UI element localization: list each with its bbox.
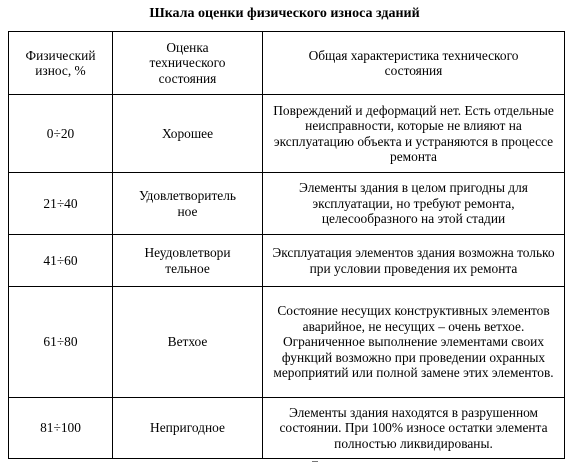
table-row xyxy=(9,95,565,173)
condition-cell: Непригодное xyxy=(113,398,263,459)
description-cell: Состояние несущих конструктивных элементов аварийное, не несущих – очень ветхое. Ограниченное выполнение элементами своих функций возможно при проведении охранных мероприятий или полной замене этих элементов. xyxy=(263,287,565,398)
page-edge-mark xyxy=(312,461,318,462)
condition-cell: Ветхое xyxy=(113,287,263,398)
page-cutoff xyxy=(0,460,569,465)
table-header-row xyxy=(9,32,565,95)
wear-cell: 21÷40 xyxy=(9,173,113,235)
document-title: Шкала оценки физического износа зданий xyxy=(149,6,420,21)
table-row xyxy=(9,287,565,398)
description-cell: Повреждений и деформаций нет. Есть отдельные неисправности, которые не влияют на эксплуатацию объекта и устраняются в процессе ремонта xyxy=(263,95,565,173)
description-cell: Элементы здания находятся в разрушенном состоянии. При 100% износе остатки элемента полностью ликвидированы. xyxy=(263,398,565,459)
table-row xyxy=(9,398,565,459)
table-row xyxy=(9,235,565,287)
condition-cell: Хорошее xyxy=(113,95,263,173)
table-row xyxy=(9,173,565,235)
wear-cell: 81÷100 xyxy=(9,398,113,459)
header-description: Общая характеристика технического состояния xyxy=(263,32,565,95)
wear-cell: 0÷20 xyxy=(9,95,113,173)
wear-cell: 41÷60 xyxy=(9,235,113,287)
wear-scale-table xyxy=(8,31,565,459)
header-wear: Физический износ, % xyxy=(9,32,113,95)
description-cell: Эксплуатация элементов здания возможна только при условии проведения их ремонта xyxy=(263,235,565,287)
condition-cell: Неудовлетвори тельное xyxy=(113,235,263,287)
wear-cell: 61÷80 xyxy=(9,287,113,398)
description-cell: Элементы здания в целом пригодны для эксплуатации, но требуют ремонта, целесообразного на этой стадии xyxy=(263,173,565,235)
header-condition: Оценка технического состояния xyxy=(113,32,263,95)
condition-cell: Удовлетворитель ное xyxy=(113,173,263,235)
